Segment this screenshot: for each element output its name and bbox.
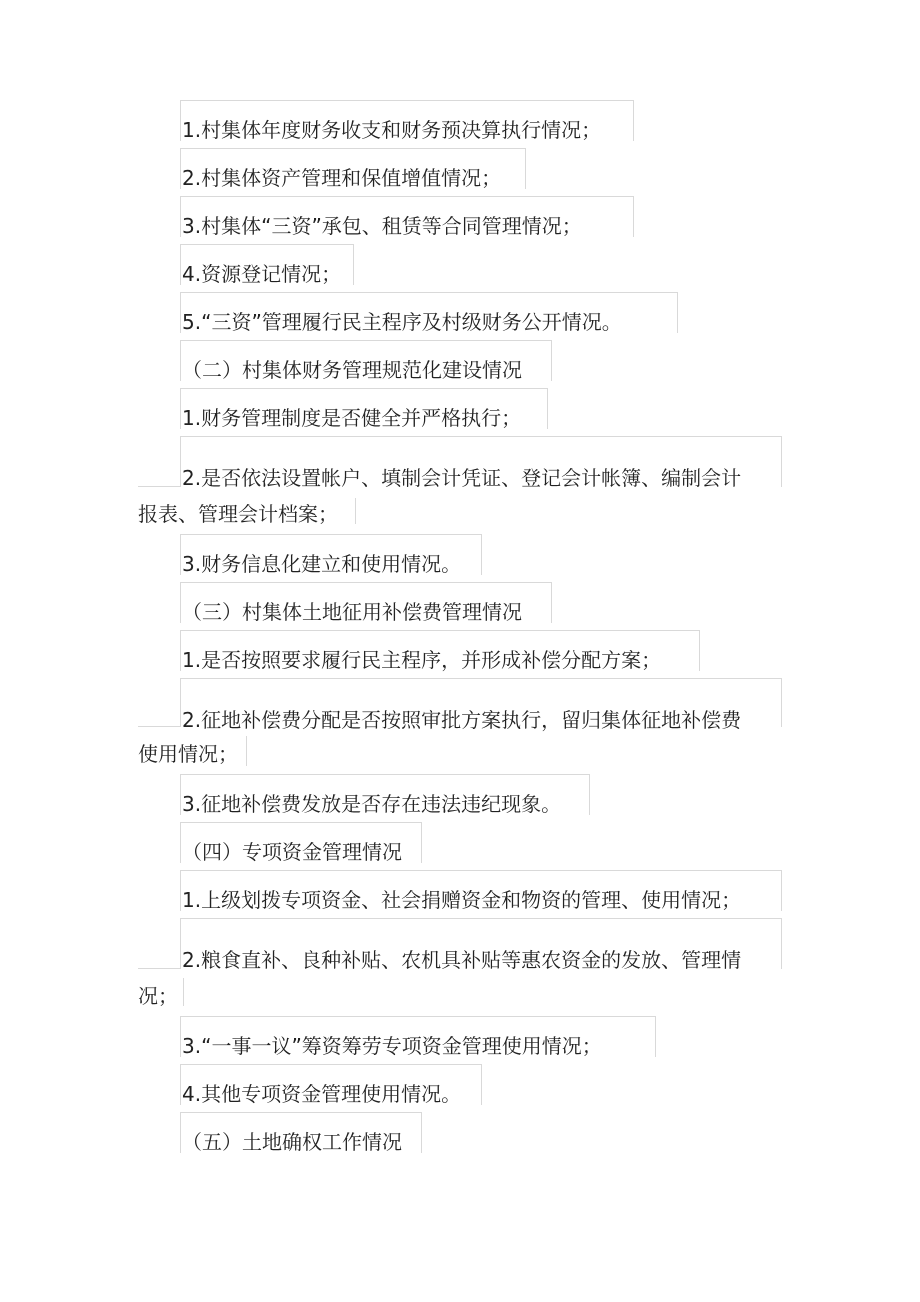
list-item-5: 5.“三资”管理履行民主程序及村级财务公开情况。 <box>182 310 622 334</box>
list-item-15: 4.其他专项资金管理使用情况。 <box>182 1082 462 1106</box>
frame-edge <box>246 736 247 766</box>
list-item-3: 3.村集体“三资”承包、租赁等合同管理情况； <box>182 214 582 238</box>
list-item-2: 2.村集体资产管理和保值增值情况； <box>182 166 502 190</box>
indent-mark <box>138 726 180 727</box>
list-item-6: 1.财务管理制度是否健全并严格执行； <box>182 406 522 430</box>
list-item-12: 1.上级划拨专项资金、社会捐赠资金和物资的管理、使用情况； <box>182 888 742 912</box>
list-item-7-line-1: 2.是否依法设置帐户、填制会计凭证、登记会计帐簿、编制会计 <box>182 466 742 490</box>
indent-mark <box>138 486 180 487</box>
list-item-8: 3.财务信息化建立和使用情况。 <box>182 552 462 576</box>
frame-edge <box>355 498 356 524</box>
section-heading-4: （四）专项资金管理情况 <box>182 840 402 864</box>
frame-edge <box>183 978 184 1006</box>
section-heading-2: （二）村集体财务管理规范化建设情况 <box>182 358 522 382</box>
section-heading-5: （五）土地确权工作情况 <box>182 1130 402 1154</box>
list-item-10-line-2: 使用情况； <box>138 742 238 766</box>
list-item-14: 3.“一事一议”筹资筹劳专项资金管理使用情况； <box>182 1034 602 1058</box>
list-item-13-line-2: 况； <box>138 984 178 1008</box>
list-item-4: 4.资源登记情况； <box>182 262 342 286</box>
indent-mark <box>138 968 180 969</box>
list-item-10-line-1: 2.征地补偿费分配是否按照审批方案执行，留归集体征地补偿费 <box>182 708 742 732</box>
list-item-1: 1.村集体年度财务收支和财务预决算执行情况； <box>182 118 602 142</box>
list-item-9: 1.是否按照要求履行民主程序，并形成补偿分配方案； <box>182 648 662 672</box>
list-item-11: 3.征地补偿费发放是否存在违法违纪现象。 <box>182 792 562 816</box>
section-heading-3: （三）村集体土地征用补偿费管理情况 <box>182 600 522 624</box>
list-item-7-line-2: 报表、管理会计档案； <box>138 502 338 526</box>
list-item-13-line-1: 2.粮食直补、良种补贴、农机具补贴等惠农资金的发放、管理情 <box>182 948 742 972</box>
